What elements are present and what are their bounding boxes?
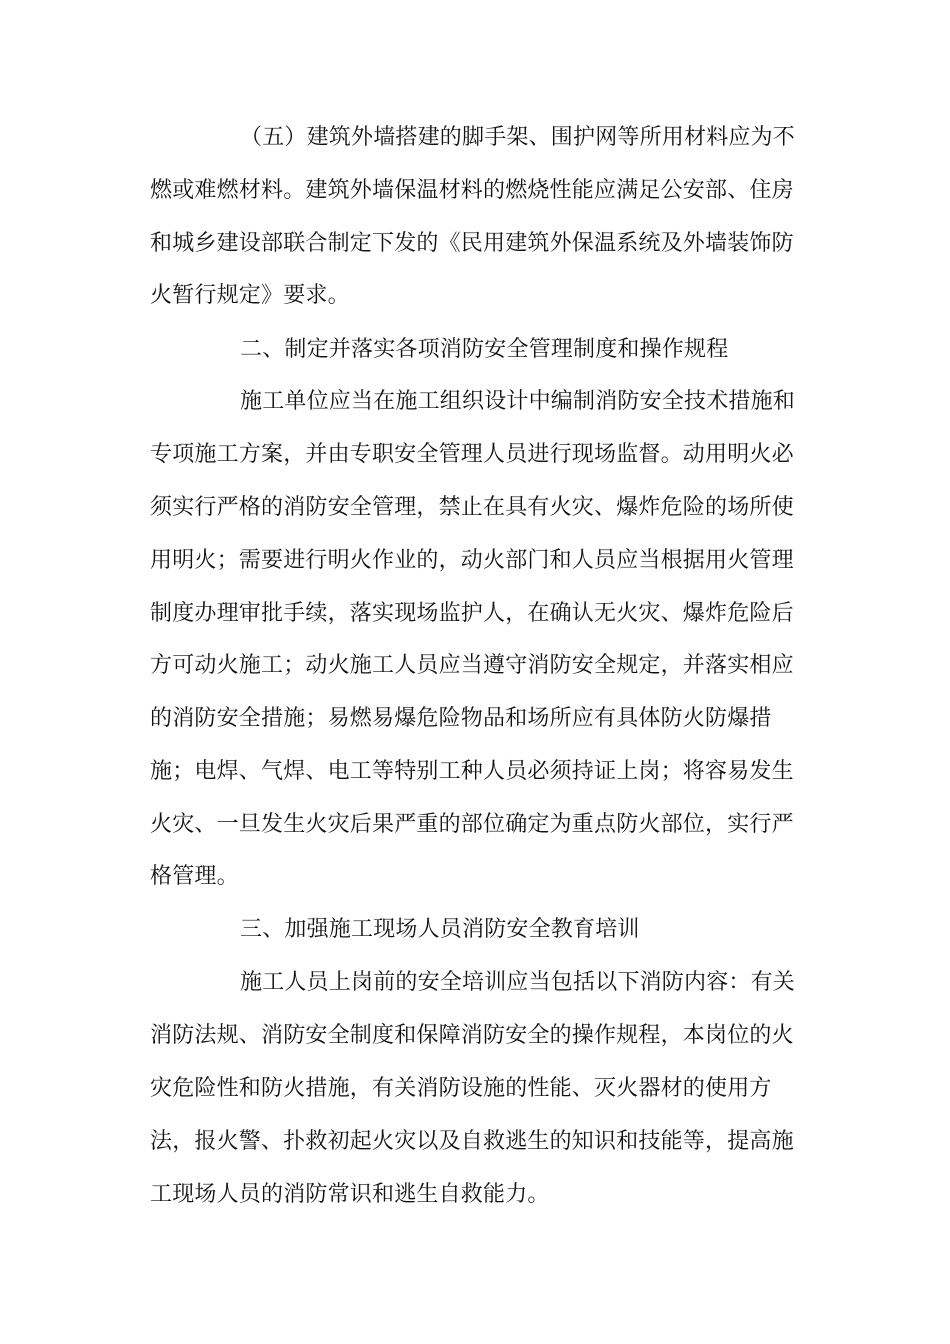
- section-3-line-1: 施工人员上岗前的安全培训应当包括以下消防内容：有关: [240, 970, 796, 995]
- section-2-line-4: 用明火；需要进行明火作业的，动火部门和人员应当根据用火管理: [150, 548, 794, 573]
- section-2-line-8: 施；电焊、气焊、电工等特别工种人员必须持证上岗；将容易发生: [150, 759, 794, 784]
- section-2-line-10: 格管理。: [150, 864, 239, 889]
- paragraph-5-line-2: 燃或难燃材料。建筑外墙保温材料的燃烧性能应满足公安部、住房: [150, 178, 794, 203]
- section-2-line-5: 制度办理审批手续，落实现场监护人，在确认无火灾、爆炸危险后: [150, 601, 794, 626]
- section-3-line-5: 工现场人员的消防常识和逃生自救能力。: [150, 1182, 550, 1207]
- section-3-line-4: 法，报火警、扑救初起火灾以及自救逃生的知识和技能等，提高施: [150, 1129, 794, 1154]
- section-2-line-1: 施工单位应当在施工组织设计中编制消防安全技术措施和: [240, 389, 796, 414]
- section-2-line-6: 方可动火施工；动火施工人员应当遵守消防安全规定，并落实相应: [150, 653, 794, 678]
- section-heading-3: 三、加强施工现场人员消防安全教育培训: [240, 917, 640, 942]
- section-3-line-3: 灾危险性和防火措施，有关消防设施的性能、灭火器材的使用方: [150, 1076, 772, 1101]
- paragraph-5-line-3: 和城乡建设部联合制定下发的《民用建筑外保温系统及外墙装饰防: [150, 231, 794, 256]
- section-2-line-2: 专项施工方案，并由专职安全管理人员进行现场监督。动用明火必: [150, 442, 794, 467]
- section-2-line-3: 须实行严格的消防安全管理，禁止在具有火灾、爆炸危险的场所使: [150, 495, 794, 520]
- section-2-line-9: 火灾、一旦发生火灾后果严重的部位确定为重点防火部位，实行严: [150, 812, 794, 837]
- section-3-line-2: 消防法规、消防安全制度和保障消防安全的操作规程，本岗位的火: [150, 1023, 794, 1048]
- section-2-line-7: 的消防安全措施；易燃易爆危险物品和场所应有具体防火防爆措: [150, 706, 772, 731]
- paragraph-5-line-4: 火暂行规定》要求。: [150, 283, 350, 308]
- section-heading-2: 二、制定并落实各项消防安全管理制度和操作规程: [240, 337, 729, 362]
- paragraph-5-line-1: （五）建筑外墙搭建的脚手架、围护网等所用材料应为不: [240, 125, 796, 150]
